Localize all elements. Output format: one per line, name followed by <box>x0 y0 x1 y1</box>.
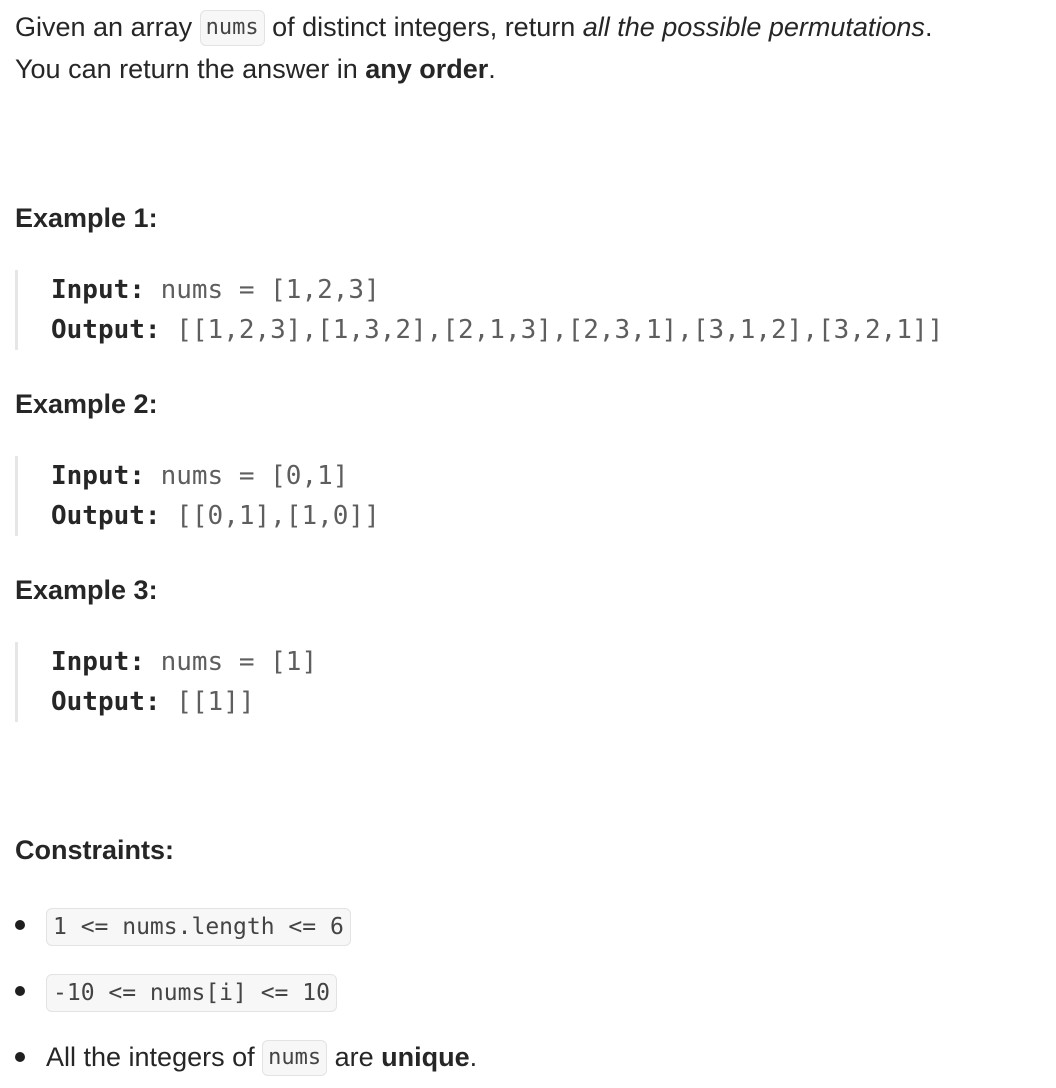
example-input-line <box>51 270 1045 310</box>
example-output-line <box>51 496 1045 536</box>
constraint-content <box>46 970 337 1012</box>
bullet-icon <box>15 920 25 930</box>
output-label: Output: <box>51 315 161 345</box>
constraint-item-1 <box>15 904 1045 946</box>
bold-text: any order <box>365 54 489 84</box>
input-value: nums = [1] <box>144 647 318 677</box>
description-text: of distinct integers, return <box>264 12 583 42</box>
description-text: . <box>924 12 933 42</box>
input-label: Input: <box>51 647 145 677</box>
input-label: Input: <box>51 275 145 305</box>
example-output-line <box>51 682 1045 722</box>
example-output-line <box>51 310 1045 350</box>
inline-code-nums: nums <box>262 1040 327 1076</box>
description-text: You can return the answer in <box>15 54 366 84</box>
constraint-code: 1 <= nums.length <= 6 <box>46 908 351 946</box>
example-3-title: Example 3: <box>15 575 158 605</box>
description-line-2 <box>15 48 1045 90</box>
output-label: Output: <box>51 501 161 531</box>
constraint-text: All the integers of <box>46 1042 263 1072</box>
example-1-title: Example 1: <box>15 203 158 233</box>
bold-text: unique <box>381 1042 470 1072</box>
bullet-icon <box>15 986 25 996</box>
example-input-line <box>51 456 1045 496</box>
constraint-content <box>46 904 351 946</box>
bullet-icon <box>15 1052 25 1062</box>
example-3-block <box>15 642 1045 722</box>
emphasis-text: all the possible permutations <box>582 12 925 42</box>
example-input-line <box>51 642 1045 682</box>
output-value: [[0,1],[1,0]] <box>160 501 380 531</box>
description-line-1 <box>15 6 1045 48</box>
constraint-text: are <box>327 1042 382 1072</box>
inline-code-nums: nums <box>200 10 265 46</box>
input-value: nums = [0,1] <box>144 461 349 491</box>
description-paragraph <box>15 6 1045 90</box>
output-value: [[1,2,3],[1,3,2],[2,1,3],[2,3,1],[3,1,2],[3,2,1]] <box>160 315 944 345</box>
constraints-title: Constraints: <box>15 835 175 865</box>
constraint-item-3 <box>15 1036 1045 1078</box>
example-1-block <box>15 270 1045 350</box>
constraint-text: . <box>469 1042 478 1072</box>
description-text: . <box>488 54 496 84</box>
example-2-title: Example 2: <box>15 389 158 419</box>
description-text: Given an array <box>15 12 200 42</box>
example-2-block <box>15 456 1045 536</box>
constraint-item-2 <box>15 970 1045 1012</box>
input-value: nums = [1,2,3] <box>144 275 380 305</box>
output-value: [[1]] <box>160 687 255 717</box>
constraint-code: -10 <= nums[i] <= 10 <box>46 974 337 1012</box>
output-label: Output: <box>51 687 161 717</box>
constraint-content <box>46 1036 477 1078</box>
input-label: Input: <box>51 461 145 491</box>
